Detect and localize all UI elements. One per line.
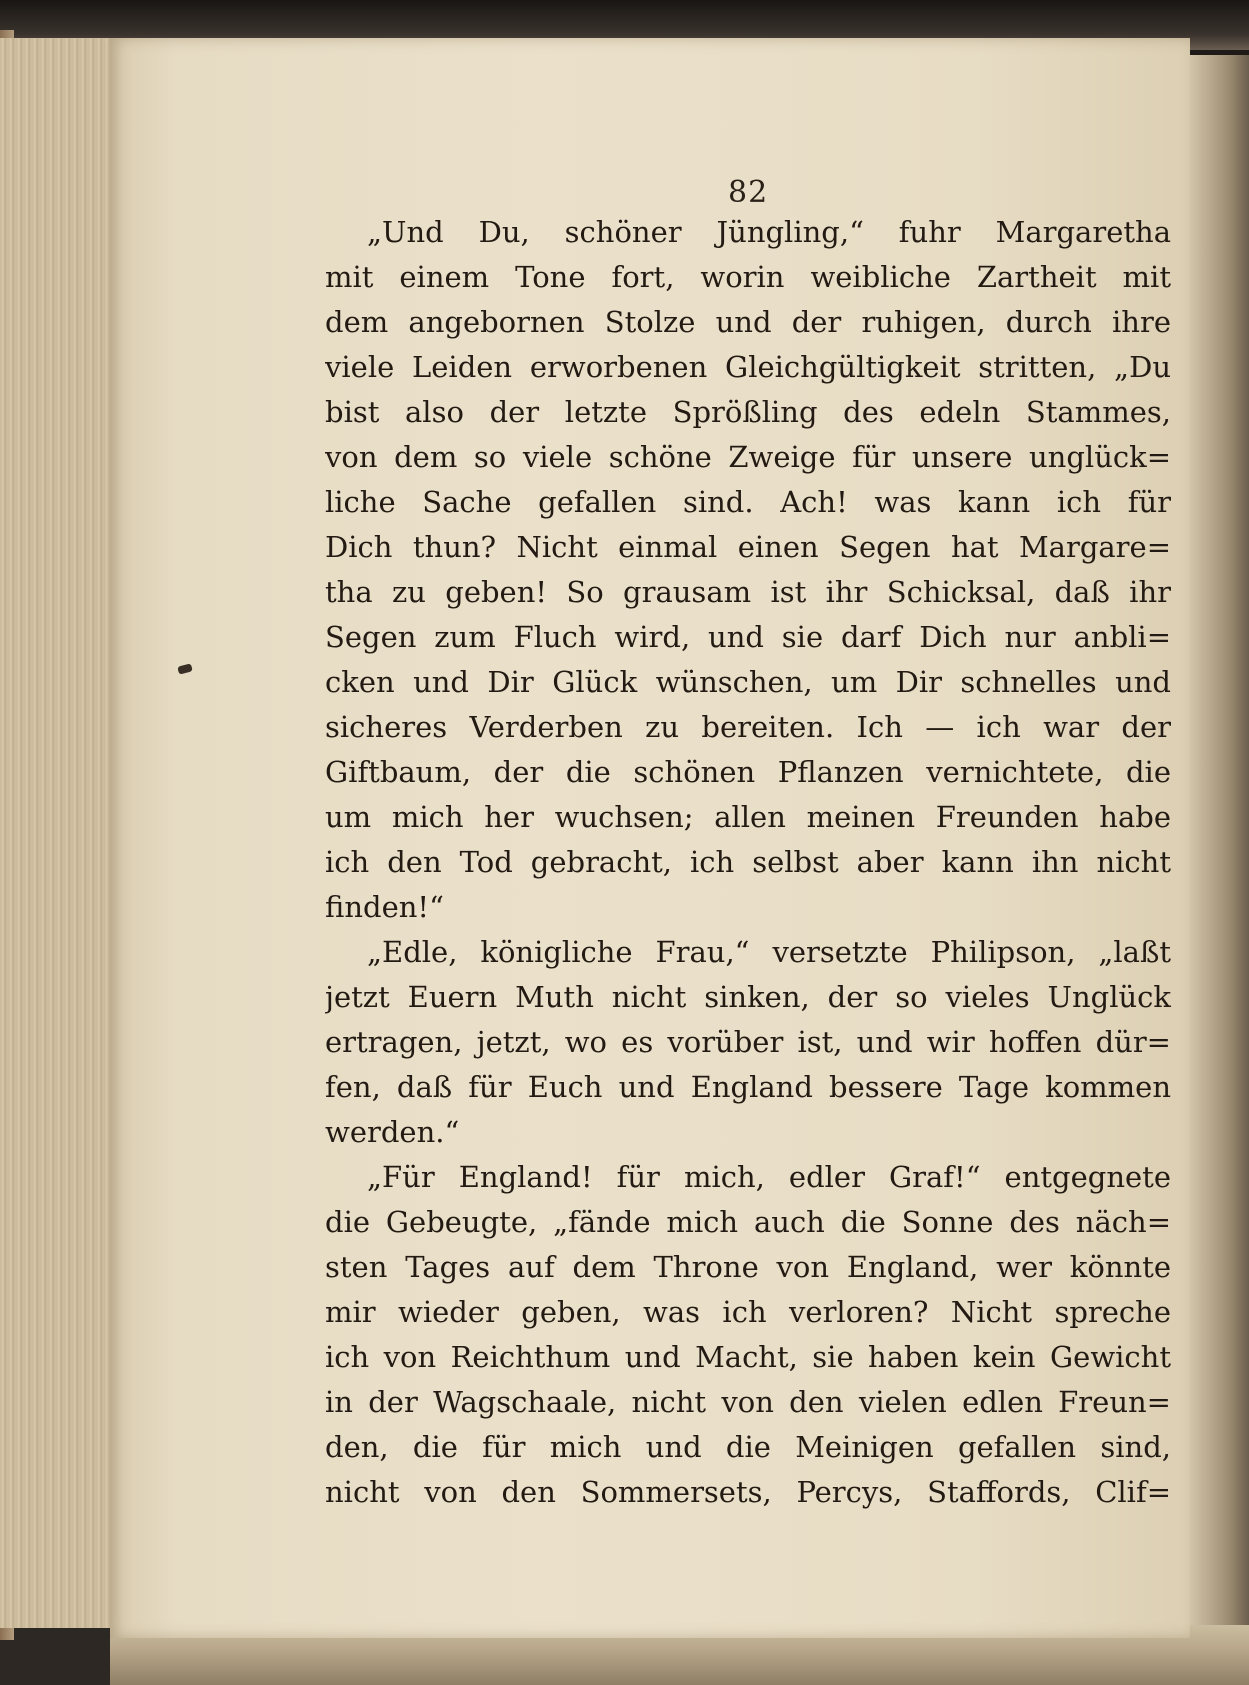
page-stack: [0, 38, 121, 1628]
text-line: die Gebeugte, „fände mich auch die Sonne des näch=: [325, 1205, 1171, 1239]
text-line: ertragen, jetzt, wo es vorüber ist, und wir hoffen dür=: [325, 1025, 1171, 1059]
text-line: von dem so viele schöne Zweige für unsere unglück=: [325, 440, 1171, 474]
text-line: „Für England! für mich, edler Graf!“ entgegnete: [367, 1160, 1171, 1194]
text-line: um mich her wuchsen; allen meinen Freunden habe: [325, 800, 1171, 834]
text-line: viele Leiden erworbenen Gleichgültigkeit stritten, „Du: [325, 350, 1171, 384]
text-line: nicht von den Sommersets, Percys, Staffords, Clif=: [325, 1475, 1171, 1509]
text-line: ich den Tod gebracht, ich selbst aber kann ihn nicht: [325, 845, 1171, 879]
text-line: tha zu geben! So grausam ist ihr Schicksal, daß ihr: [325, 575, 1171, 609]
text-line: in der Wagschaale, nicht von den vielen edlen Freun=: [325, 1385, 1171, 1419]
text-line: den, die für mich und die Meinigen gefallen sind,: [325, 1430, 1171, 1464]
page-number: 82: [728, 175, 769, 210]
text-line: cken und Dir Glück wünschen, um Dir schnelles und: [325, 665, 1171, 699]
text-line: „Und Du, schöner Jüngling,“ fuhr Margaretha: [367, 215, 1171, 249]
text-line: Giftbaum, der die schönen Pflanzen vernichtete, die: [325, 755, 1171, 789]
book-right-edge: [1185, 55, 1249, 1685]
text-line: Segen zum Fluch wird, und sie darf Dich nur anbli=: [325, 620, 1171, 654]
text-line: mit einem Tone fort, worin weibliche Zartheit mit: [325, 260, 1171, 294]
text-line: „Edle, königliche Frau,“ versetzte Philipson, „laßt: [367, 935, 1171, 969]
text-line: liche Sache gefallen sind. Ach! was kann ich für: [325, 485, 1171, 519]
text-line: dem angebornen Stolze und der ruhigen, durch ihre: [325, 305, 1171, 339]
text-line: werden.“: [325, 1115, 460, 1149]
text-line: finden!“: [325, 890, 444, 924]
page-text: [325, 210, 1171, 1515]
text-line: bist also der letzte Sprößling des edeln Stammes,: [325, 395, 1171, 429]
text-line: ich von Reichthum und Macht, sie haben kein Gewicht: [325, 1340, 1171, 1374]
text-line: fen, daß für Euch und England bessere Tage kommen: [325, 1070, 1171, 1104]
text-line: Dich thun? Nicht einmal einen Segen hat Margare=: [325, 530, 1171, 564]
text-line: jetzt Euern Muth nicht sinken, der so vieles Unglück: [325, 980, 1171, 1014]
text-line: sicheres Verderben zu bereiten. Ich — ich war der: [325, 710, 1171, 744]
text-line: mir wieder geben, was ich verloren? Nicht spreche: [325, 1295, 1171, 1329]
text-line: sten Tages auf dem Throne von England, wer könnte: [325, 1250, 1171, 1284]
